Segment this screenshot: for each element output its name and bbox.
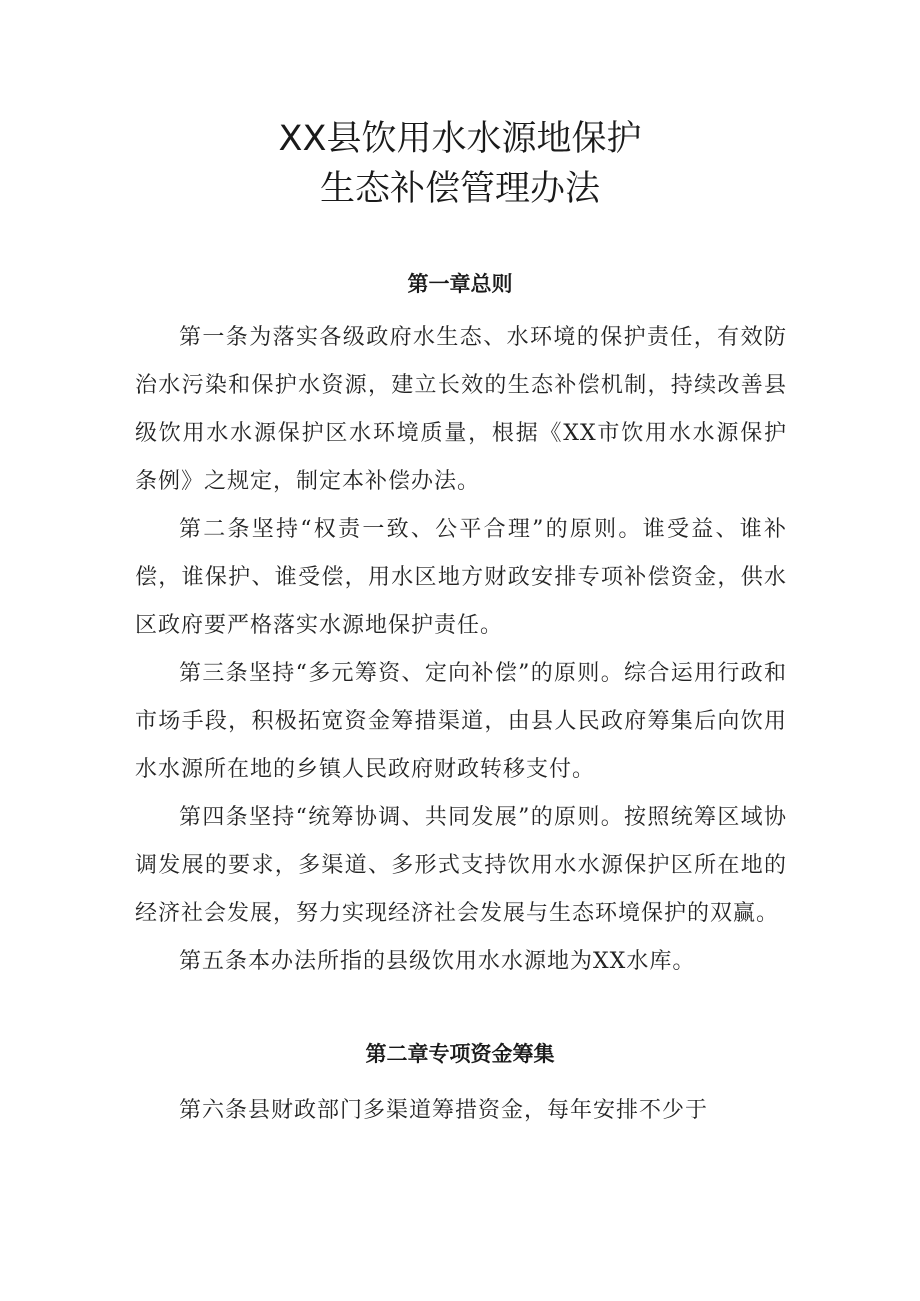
article-3: 第三条坚持“多元筹资、定向补偿”的原则。综合运用行政和市场手段，积极拓宽资金筹措渠道，由县人民政府筹集后向饮用水水源所在地的乡镇人民政府财政转移支付。 bbox=[135, 661, 787, 782]
chapter-2-heading: 第二章专项资金筹集 bbox=[365, 1042, 555, 1066]
article-4: 第四条坚持“统筹协调、共同发展”的原则。按照统筹区域协调发展的要求，多渠道、多形式支持饮用水水源保护区所在地的经济社会发展，努力实现经济社会发展与生态环境保护的双赢。 bbox=[135, 805, 787, 926]
article-1: 第一条为落实各级政府水生态、水环境的保护责任，有效防治水污染和保护水资源，建立长效的生态补偿机制，持续改善县级饮用水水源保护区水环境质量，根据《XX市饮用水水源保护条例》之规定，制定本补偿办法。 bbox=[135, 325, 787, 494]
article-5: 第五条本办法所指的县级饮用水水源地为XX水库。 bbox=[179, 949, 696, 974]
article-2: 第二条坚持“权责一致、公平合理”的原则。谁受益、谁补偿，谁保护、谁受偿，用水区地方财政安排专项补偿资金，供水区政府要严格落实水源地保护责任。 bbox=[135, 517, 787, 638]
chapter-1-heading: 第一章总则 bbox=[407, 272, 513, 296]
article-6: 第六条县财政部门多渠道筹措资金，每年安排不少于 bbox=[179, 1098, 709, 1123]
document-title-line-2: 生态补偿管理办法 bbox=[319, 169, 600, 209]
document-title-line-1: XX县饮用水水源地保护 bbox=[278, 119, 642, 159]
